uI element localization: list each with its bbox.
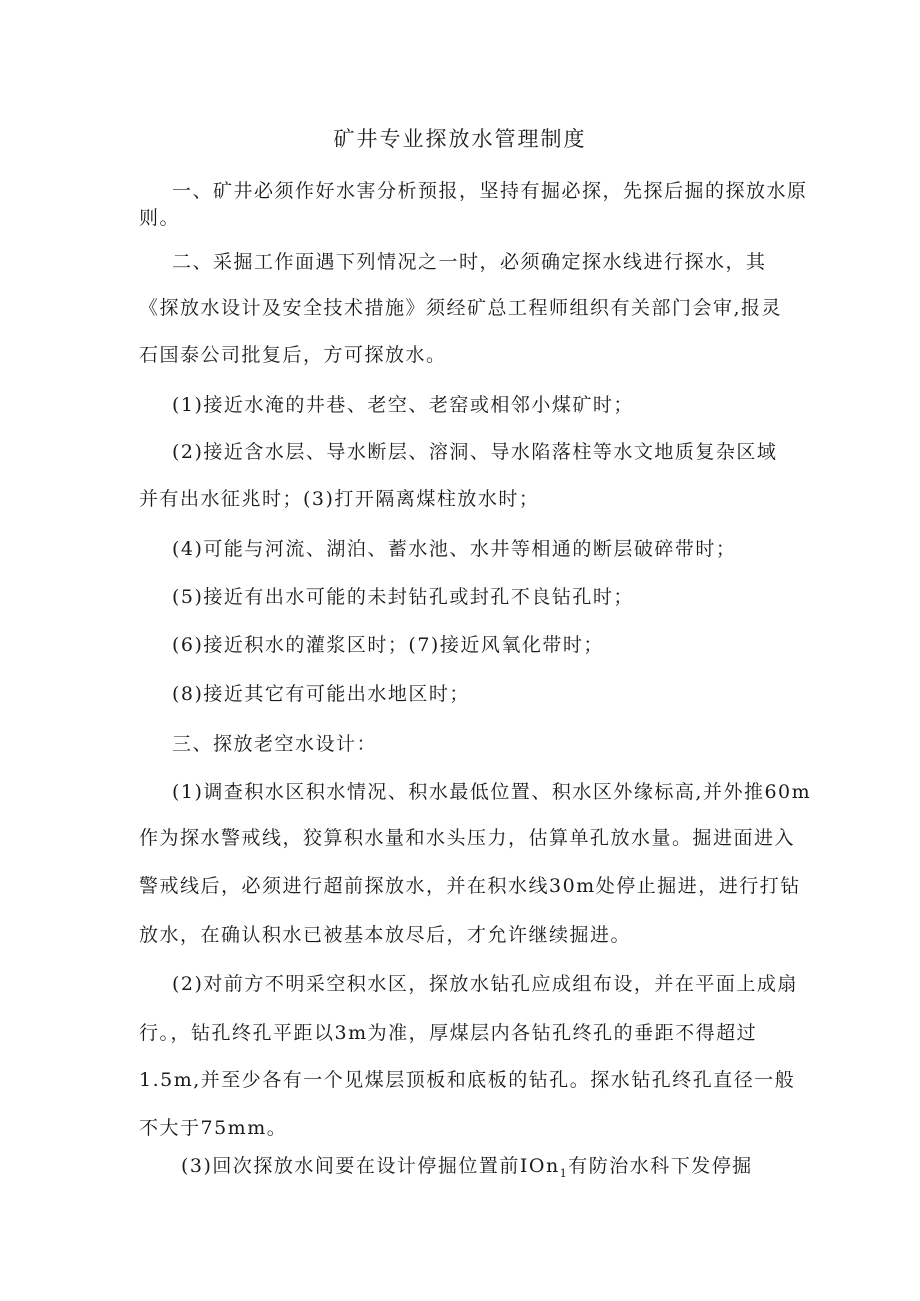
list-item: (4)可能与河流、湖泊、蓄水池、水井等相通的断层破碎带时； (172, 538, 737, 560)
line-subscript: 1 (559, 1166, 569, 1180)
line-text: 有防治水科下发停掘 (568, 1155, 753, 1177)
list-item: (5)接近有出水可能的未封钻孔或封孔不良钻孔时； (172, 586, 634, 608)
paragraph-line: 《探放水设计及安全技术措施》须经矿总工程师组织有关部门会审,报灵 (139, 297, 783, 319)
paragraph-line: (2)对前方不明采空积水区，探放水钻孔应成组布设，并在平面上成扇 (172, 973, 798, 995)
paragraph-line: 作为探水警戒线，狡算积水量和水头压力，估算单孔放水量。掘进面进入 (139, 827, 796, 849)
section-heading: 三、探放老空水设计： (172, 733, 378, 755)
paragraph-line: 放水，在确认积水已被基本放尽后，才允许继续掘进。 (139, 924, 632, 946)
paragraph-line: 一、矿井必须作好水害分析预报，坚持有掘必探，先探后掘的探放水原 (172, 180, 808, 202)
paragraph-line: 则。 (139, 207, 181, 229)
line-text: (3)回次探放水间要在设计停掘位置前IOn (181, 1155, 560, 1177)
paragraph-line: 行。，钻孔终孔平距以3m为准，厚煤层内各钻孔终孔的垂距不得超过 (139, 1022, 758, 1044)
document-title: 矿井专业探放水管理制度 (333, 127, 587, 151)
paragraph-line: 石国泰公司批复后，方可探放水。 (139, 344, 447, 366)
paragraph-line: 不大于75mm。 (139, 1117, 288, 1139)
paragraph-line: 二、采掘工作面遇下列情况之一时，必须确定探水线进行探水，其 (172, 251, 767, 273)
paragraph-line: 1.5m,并至少各有一个见煤层顶板和底板的钻孔。探水钻孔终孔直径一般 (139, 1069, 796, 1091)
list-item: (2)接近含水层、导水断层、溶洞、导水陷落柱等水文地质复杂区域 (172, 441, 778, 463)
list-item: (8)接近其它有可能出水地区时； (172, 683, 470, 705)
paragraph-line (181, 1152, 753, 1188)
list-item: (1)接近水淹的井巷、老空、老窑或相邻小煤矿时； (172, 394, 634, 416)
paragraph-line: 警戒线后，必须进行超前探放水，并在积水线30m处停止掘进，进行打钻 (139, 875, 801, 897)
paragraph-line: (1)调查积水区积水情况、积水最低位置、积水区外缘标高,并外推60m (172, 781, 812, 803)
list-item: 并有出水征兆时；(3)打开隔离煤柱放水时； (139, 488, 540, 510)
list-item: (6)接近积水的灌浆区时；(7)接近风氧化带时； (172, 634, 604, 656)
